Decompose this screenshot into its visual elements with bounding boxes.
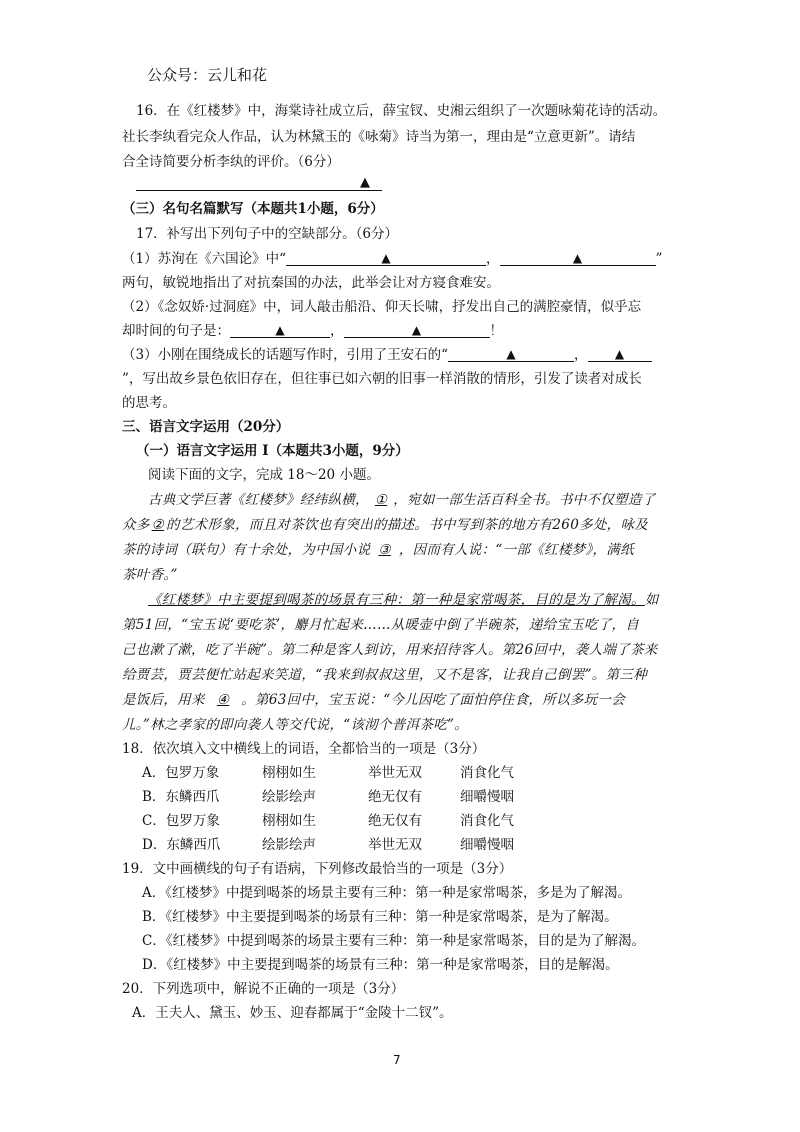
q18-options xyxy=(142,764,662,864)
passage-line9 xyxy=(122,691,625,709)
q17-item2-text-d: ！ xyxy=(489,323,503,339)
passage-line1 xyxy=(148,491,655,509)
q17-item3-cont: ”，写出故乡景色依旧存在，但往事已如六朝的旧事一样消散的情形，引发了读者对成长 xyxy=(122,371,642,387)
q17-item3 xyxy=(122,346,652,364)
passage-text: 是饭后，用来 xyxy=(122,692,205,708)
passage-line10: 儿。”林之孝家的即向袭人等交代说，“该沏个普洱茶吃”。 xyxy=(122,717,469,733)
q18-option-d-word1: D．东鳞西爪 xyxy=(142,837,221,853)
q18-option-a-word4: 消食化气 xyxy=(460,765,514,781)
underlined-sentence: 《红楼梦》中主要提到喝茶的场景有三种：第一种是家常喝茶，目的是为了解渴。 xyxy=(148,592,645,608)
q16-line2: 社长李纨看完众人作品，认为林黛玉的《咏菊》诗当为第一，理由是“立意更新”。请结 xyxy=(122,129,636,145)
q18-option-c-word4: 消食化气 xyxy=(460,813,514,829)
passage-text: 。第63回中，宝玉说：“今儿因吃了面怕停住食，所以多玩一会 xyxy=(241,692,625,708)
q18-option-a-word1: A．包罗万象 xyxy=(142,765,220,781)
part-3-heading: 三、语言文字运用（20分） xyxy=(122,419,290,435)
q18-option-d-word2: 绘影绘声 xyxy=(262,837,316,853)
q17-item2-text-b: 却时间的句子是： xyxy=(122,323,230,339)
q17-item1-cont: 两句，敏锐地指出了对抗秦国的办法，此举会让对方寝食难安。 xyxy=(122,275,500,291)
passage-blank-4: ④ xyxy=(216,692,230,708)
blank-5 xyxy=(448,346,574,362)
q18-option-a-word2: 栩栩如生 xyxy=(262,765,316,781)
q18-option-c-word2: 栩栩如生 xyxy=(262,813,316,829)
q18-option-d-word3: 举世无双 xyxy=(368,837,422,853)
q18-option-b-word3: 绝无仅有 xyxy=(368,789,422,805)
passage-blank-3: ③ xyxy=(378,542,391,558)
q19-option-a: A．《红楼梦》中提到喝茶的场景主要有三种：第一种是家常喝茶，多是为了解渴。 xyxy=(142,885,631,901)
answer-marker: ▲ xyxy=(360,175,370,190)
q17-item1 xyxy=(122,250,662,268)
passage-line7: 己也漱了漱，吃了半碗”。第二种是客人到访，用来招待客人。第26回中，袭人端了茶来 xyxy=(122,642,658,658)
passage-line8: 给贾芸，贾芸便忙站起来笑道，“我来到叔叔这里，又不是客，让我自己倒罢”。第三种 xyxy=(122,667,648,683)
q20-stem: 20．下列选项中，解说不正确的一项是（3分） xyxy=(122,981,405,997)
blank-6 xyxy=(588,346,652,362)
passage-text: 古典文学巨著《红楼梦》经纬纵横， xyxy=(148,492,369,508)
q18-stem: 18．依次填入文中横线上的词语，全都恰当的一项是（3分） xyxy=(122,741,486,757)
passage-text: 如 xyxy=(644,592,659,608)
passage-line3 xyxy=(122,541,634,559)
blank-3 xyxy=(230,322,330,338)
blank-marker: ▲ xyxy=(614,347,625,361)
blank-4 xyxy=(344,322,490,338)
subsection-1-heading: （一）语言文字运用 Ⅰ（本题共3小题，9分） xyxy=(136,443,409,459)
q19-option-d: D．《红楼梦》中主要提到喝茶的场景有三种：第一种是家常喝茶，目的是解渴。 xyxy=(142,957,619,973)
q19-stem: 19．文中画横线的句子有语病，下列修改最恰当的一项是（3分） xyxy=(122,861,513,877)
q18-option-b-word2: 绘影绘声 xyxy=(262,789,316,805)
q18-option-b-word1: B．东鳞西爪 xyxy=(142,789,220,805)
passage-blank-2: ② xyxy=(151,517,165,533)
q20-option-a: A．王夫人、黛玉、妙玉、迎春都属于“金陵十二钗”。 xyxy=(132,1005,453,1021)
q17-item3-end: 的思考。 xyxy=(122,395,176,411)
q17-item2-text-c: ， xyxy=(330,323,344,339)
passage-text: ，因而有人说：“一部《红楼梦》，满纸 xyxy=(398,542,634,558)
q18-option-c-word3: 绝无仅有 xyxy=(368,813,422,829)
q17-item3-text-a: （3）小刚在围绕成长的话题写作时，引用了王安石的“ xyxy=(122,347,448,363)
passage-line2 xyxy=(122,516,648,534)
passage-text: 众多 xyxy=(122,517,150,533)
q16-line1: 16．在《红楼梦》中，海棠诗社成立后，薛宝钗、史湘云组织了一次题咏菊花诗的活动。 xyxy=(136,103,667,119)
passage-text: ，宛如一部生活百科全书。书中不仅塑造了 xyxy=(393,492,656,508)
passage-text: 茶的诗词（联句）有十余处，为中国小说 xyxy=(122,542,371,558)
blank-marker: ▲ xyxy=(411,323,422,337)
reading-instruction: 阅读下面的文字，完成 18～20 小题。 xyxy=(148,467,380,483)
q19-option-b: B．《红楼梦》中主要提到喝茶的场景有三种：第一种是家常喝茶，是为了解渴。 xyxy=(142,909,618,925)
passage-line5 xyxy=(148,591,659,609)
passage-blank-1: ① xyxy=(374,492,388,508)
passage-line6: 第51回，“宝玉说‘要吃茶’，麝月忙起来……从暖壶中倒了半碗茶，递给宝玉吃了，自 xyxy=(122,617,640,633)
q17-item2: （2）《念奴娇·过洞庭》中，词人敲击船沿、仰天长啸，抒发出自己的满腔豪情，似乎忘 xyxy=(122,299,642,315)
blank-marker: ▲ xyxy=(572,251,583,265)
q17-item1-text-c: ” xyxy=(655,251,663,267)
q17-stem: 17．补写出下列句子中的空缺部分。（6分） xyxy=(136,226,399,242)
header-text: 公众号：云儿和花 xyxy=(147,66,268,84)
q18-option-d-word4: 细嚼慢咽 xyxy=(460,837,514,853)
q17-item1-text-a: （1）苏洵在《六国论》中“ xyxy=(122,251,286,267)
q17-item2-cont xyxy=(122,322,503,340)
blank-2 xyxy=(500,250,656,266)
blank-marker: ▲ xyxy=(275,323,285,337)
q18-option-c-word1: C．包罗万象 xyxy=(142,813,220,829)
page-number: 7 xyxy=(393,1053,401,1067)
q19-option-c: C．《红楼梦》中提到喝茶的场景主要有三种：第一种是家常喝茶，目的是为了解渴。 xyxy=(142,933,646,949)
q18-option-a-word3: 举世无双 xyxy=(368,765,422,781)
blank-marker: ▲ xyxy=(381,251,391,265)
section-3-heading: （三）名句名篇默写（本题共1小题，6分） xyxy=(122,201,384,217)
q18-option-b-word4: 细嚼慢咽 xyxy=(460,789,514,805)
q17-item3-text-b: ， xyxy=(574,347,588,363)
q17-item1-text-b: ， xyxy=(486,251,500,267)
blank-marker: ▲ xyxy=(506,347,516,361)
passage-text: 的艺术形象，而且对茶饮也有突出的描述。书中写到茶的地方有260多处，咏及 xyxy=(166,517,649,533)
blank-1 xyxy=(286,250,486,266)
q16-line3: 合全诗简要分析李纨的评价。（6分） xyxy=(122,154,340,170)
answer-line xyxy=(136,189,382,191)
passage-line4: 茶叶香。” xyxy=(122,567,178,583)
